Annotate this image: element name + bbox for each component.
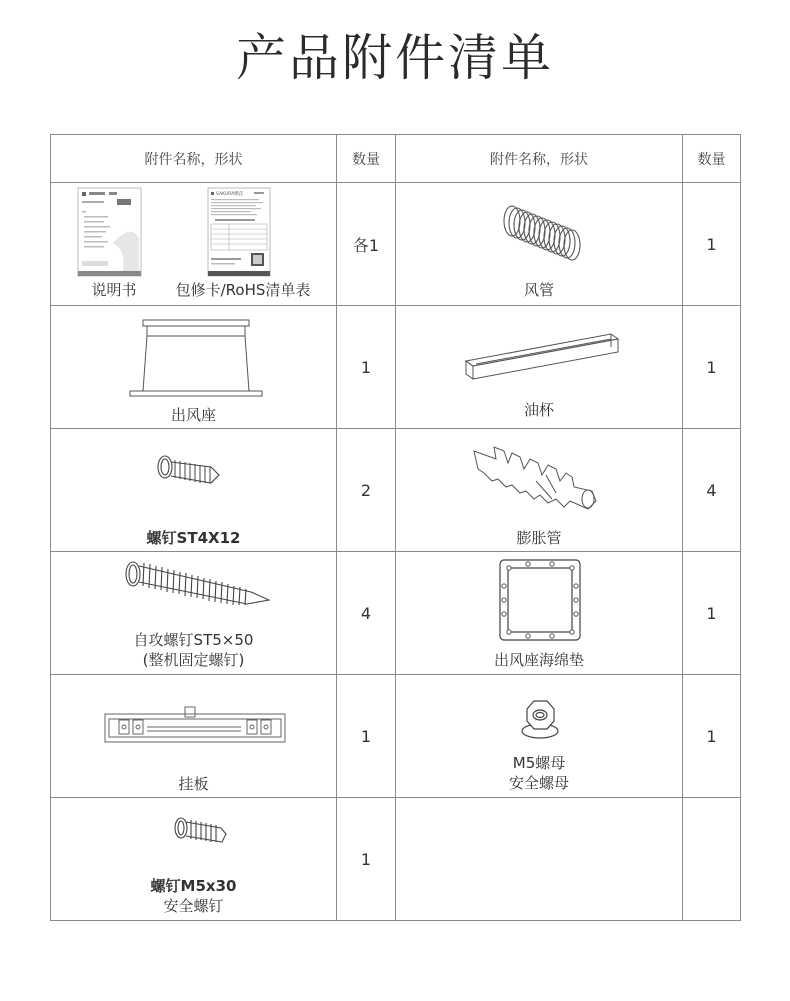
outlet-base-icon — [51, 306, 336, 388]
header-qty-left: 数量 — [337, 135, 396, 183]
item-qty: 1 — [337, 798, 396, 921]
item-cell — [396, 552, 683, 675]
item-label: (整机固定螺钉) — [142, 651, 245, 669]
item-cell — [51, 552, 337, 675]
tapping-screw-icon — [51, 552, 336, 634]
item-label: 出风座 — [170, 406, 216, 424]
item-cell — [51, 429, 337, 552]
item-label: 螺钉ST4X12 — [146, 529, 241, 547]
item-qty: 2 — [337, 429, 396, 552]
svg-text:SAKURA樱花: SAKURA樱花 — [216, 192, 244, 197]
header-qty-right: 数量 — [683, 135, 741, 183]
nut-icon — [396, 675, 682, 757]
item-label: 油杯 — [523, 401, 554, 419]
table-row — [51, 798, 741, 921]
item-cell — [51, 798, 337, 921]
item-label: 风管 — [523, 281, 554, 299]
item-cell — [51, 675, 337, 798]
screw-icon — [51, 429, 336, 511]
manual-and-warranty-card-icon — [51, 183, 336, 265]
safety-screw-icon — [51, 798, 336, 880]
item-cell — [396, 306, 683, 429]
item-label: 螺钉M5x30 — [150, 877, 237, 895]
hanging-plate-icon — [51, 675, 336, 757]
item-label: 安全螺母 — [508, 774, 569, 792]
sponge-gasket-icon — [396, 552, 682, 634]
item-qty: 1 — [337, 675, 396, 798]
item-qty: 1 — [683, 306, 741, 429]
item-qty: 4 — [683, 429, 741, 552]
item-qty: 1 — [683, 183, 741, 306]
item-label: M5螺母 — [512, 754, 566, 772]
duct-hose-icon — [396, 183, 682, 265]
item-label: 包修卡/RoHS清单表 — [175, 281, 311, 299]
item-qty: 各1 — [337, 183, 396, 306]
item-cell — [396, 429, 683, 552]
accessory-table — [50, 134, 741, 921]
table-row — [51, 675, 741, 798]
page-title: 产品附件清单 — [236, 29, 554, 87]
item-cell — [396, 675, 683, 798]
item-cell — [51, 183, 337, 306]
item-qty: 4 — [337, 552, 396, 675]
table-row — [51, 183, 741, 306]
table-row — [51, 429, 741, 552]
item-qty: 1 — [683, 552, 741, 675]
header-name-left: 附件名称，形状 — [51, 135, 337, 183]
item-label: 挂板 — [178, 775, 209, 793]
oil-cup-icon — [396, 306, 682, 388]
item-qty: 1 — [337, 306, 396, 429]
table-row — [51, 306, 741, 429]
item-qty: 1 — [683, 675, 741, 798]
item-cell — [51, 306, 337, 429]
item-label: 膨胀管 — [516, 529, 562, 547]
expansion-tube-icon — [396, 429, 682, 511]
table-header-row — [51, 135, 741, 183]
header-name-right: 附件名称，形状 — [396, 135, 683, 183]
item-label: 安全螺钉 — [163, 897, 224, 915]
item-cell — [396, 183, 683, 306]
item-label: 说明书 — [91, 281, 137, 299]
item-label: 自攻螺钉ST5×50 — [133, 631, 254, 649]
item-cell-empty — [396, 798, 683, 921]
item-label: 出风座海绵垫 — [493, 651, 584, 669]
item-qty-empty — [683, 798, 741, 921]
table-row — [51, 552, 741, 675]
